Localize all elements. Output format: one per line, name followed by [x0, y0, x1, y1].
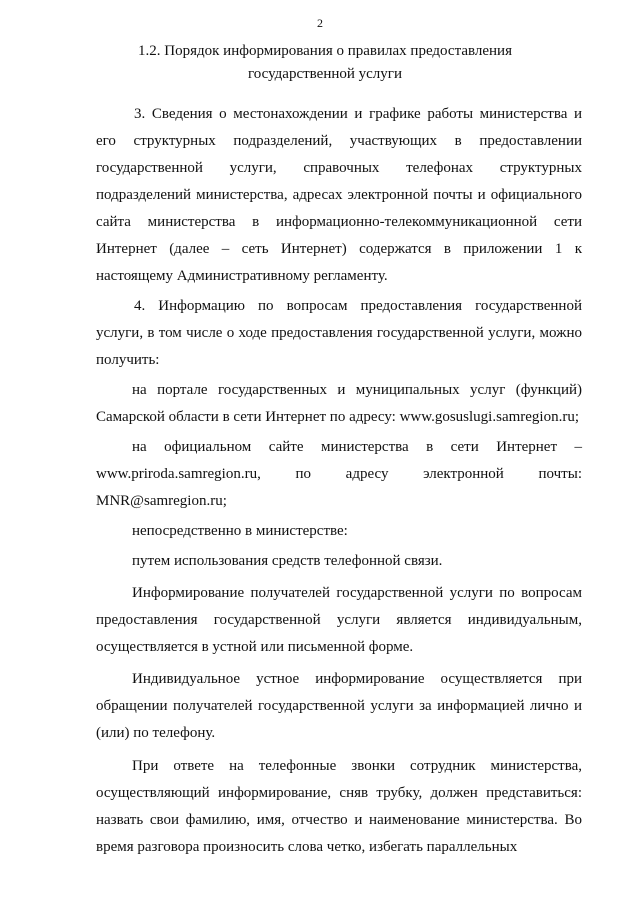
section-heading-line-2: государственной услуги [248, 66, 402, 82]
list-item-in-ministry: непосредственно в министерстве: [132, 523, 348, 539]
page-number: 2 [317, 16, 323, 30]
section-heading-line-1: 1.2. Порядок информирования о правилах предоставления [138, 43, 512, 59]
paragraph-oral-informing: Индивидуальное устное информирование осуществляется при обращении получателей государственной услуги за информацией лично и (или) по телефону. [96, 671, 582, 741]
paragraph-4-info-sources: 4. Информацию по вопросам предоставления государственной услуги, в том числе о ходе предоставления государственной услуги, можно получить: [96, 298, 582, 368]
section-heading [130, 40, 520, 86]
list-item-portal: на портале государственных и муниципальных услуг (функций) Самарской области в сети Интернет по адресу: www.gosuslugi.samregion.ru; [96, 382, 582, 425]
document-body [96, 101, 582, 861]
paragraph-individual-informing: Информирование получателей государственной услуги по вопросам предоставления государственной услуги является индивидуальным, осуществляется в устной или письменной форме. [96, 585, 582, 655]
paragraph-3-location-info: 3. Сведения о местонахождении и графике работы министерства и его структурных подразделений, участвующих в предоставлении государственной услуги, справочных телефонах структурных подразделений министерства, адресах электронной почты и официального сайта министерства в информационно-телекоммуникационной сети Интернет (далее – сеть Интернет) содержатся в приложении 1 к настоящему Административному регламенту. [96, 106, 582, 284]
paragraph-phone-calls: При ответе на телефонные звонки сотрудник министерства, осуществляющий информирование, сняв трубку, должен представиться: назвать свои фамилию, имя, отчество и наименование министерства. Во время разговора произносить слова четко, избегать параллельных [96, 758, 582, 855]
list-item-official-site: на официальном сайте министерства в сети Интернет – www.priroda.samregion.ru, по адресу электронной почты: MNR@samregion.ru; [96, 439, 582, 509]
list-item-telephone: путем использования средств телефонной связи. [132, 553, 443, 569]
